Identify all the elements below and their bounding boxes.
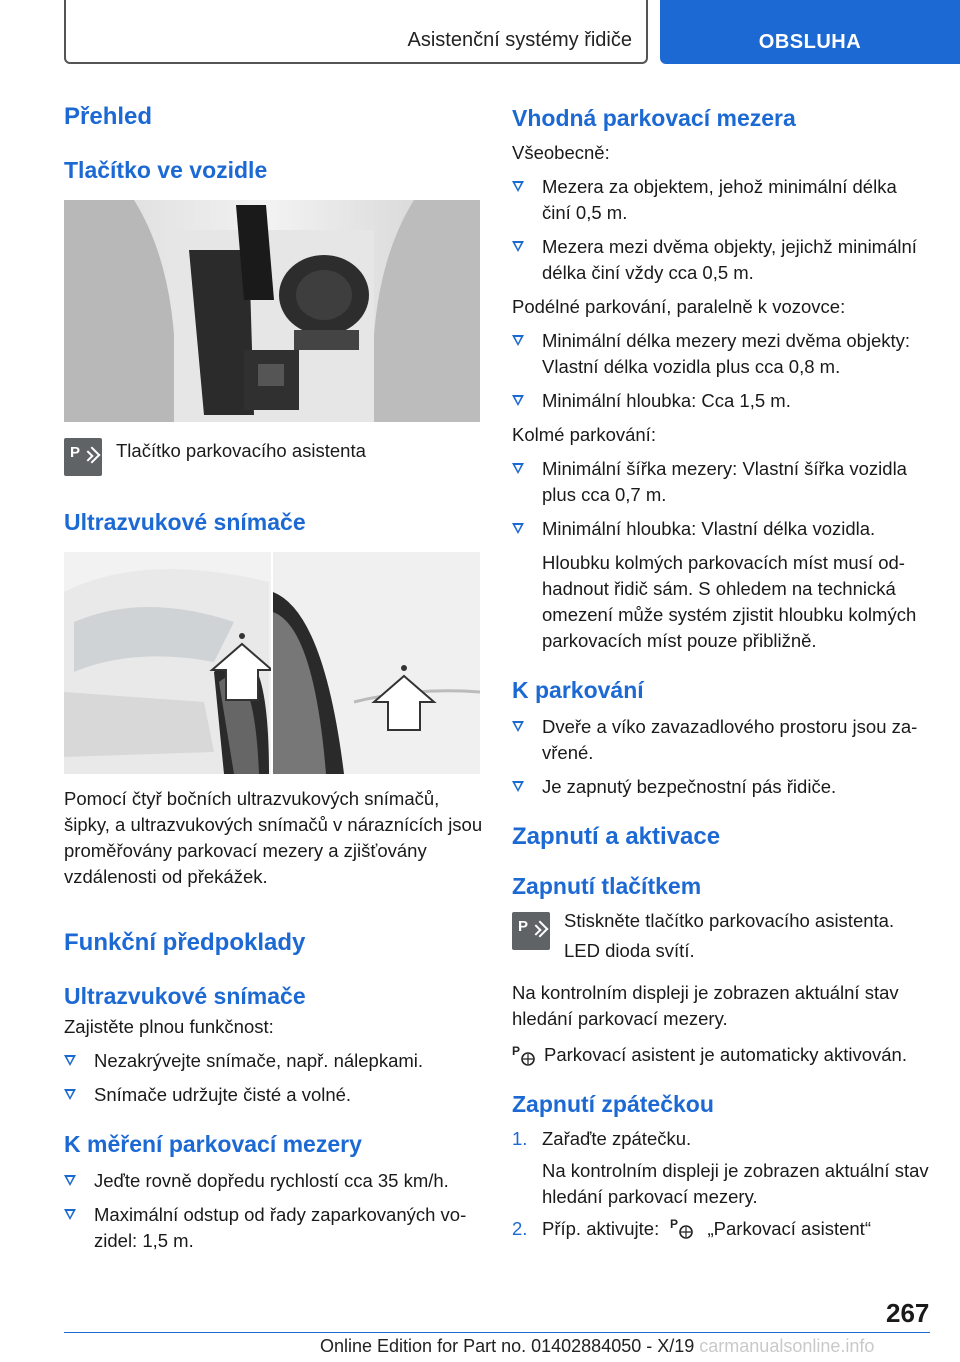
step-item: 1. Zařaďte zpátečku. Na kontrolním displeji je zobrazen aktuální stav hledání parkovací mezery. xyxy=(512,1128,929,1207)
button-legend xyxy=(64,438,484,478)
park-assist-symbol-icon xyxy=(512,1043,538,1067)
header-box xyxy=(64,0,648,64)
heading-prerequisites: Funkční předpoklady xyxy=(64,929,306,956)
page-number: 267 xyxy=(886,1298,930,1328)
heading-reverse: Zapnutí zpátečkou xyxy=(512,1091,714,1117)
parallel-list xyxy=(512,328,930,414)
button-caption: Tlačítko parkovacího asistenta xyxy=(116,440,366,461)
parallel-label: Podélné parkování, paralelně k vozovce: xyxy=(512,296,846,317)
heading-suitable-space: Vhodná parkovací mezera xyxy=(512,105,796,131)
list-item: Mezera za objektem, jehož minimální délka činí 0,5 m. xyxy=(512,174,930,226)
perpendicular-note: Hloubku kolmých parkovacích míst musí od‐hadnout řidič sám. S ohledem na technická omezení může systém zjistit hloubku kolmých parkovacích míst pouze přibližně. xyxy=(542,552,917,651)
heading-measure: K měření parkovací mezery xyxy=(64,1131,362,1157)
park-assist-button-icon: P xyxy=(64,438,102,476)
list-item: Minimální délka mezery mezi dvěma objekty: Vlastní délka vozidla plus cca 0,8 m. xyxy=(512,328,930,380)
auto-activated-line xyxy=(512,1042,930,1070)
section-tab[interactable] xyxy=(660,0,960,64)
svg-text:P: P xyxy=(670,1217,679,1231)
list-item: Nezakrývejte snímače, např. nálepkami. xyxy=(64,1048,484,1074)
list-item: Maximální odstup od řady zaparkovaných vo‐zidel: 1,5 m. xyxy=(64,1202,484,1254)
parking-list xyxy=(512,714,930,800)
list-item: Minimální hloubka: Cca 1,5 m. xyxy=(512,388,930,414)
general-list xyxy=(512,174,930,286)
list-item: Mezera mezi dvěma objekty, jejichž minimální délka činí vždy cca 0,5 m. xyxy=(512,234,930,286)
heading-sensors-2: Ultrazvukové snímače xyxy=(64,983,306,1009)
list-item: Snímače udržujte čisté a volné. xyxy=(64,1082,484,1108)
reverse-steps xyxy=(512,1126,930,1242)
park-assist-symbol-icon xyxy=(670,1216,696,1240)
display-text: Na kontrolním displeji je zobrazen aktuální stav hledání parkovací mezery. xyxy=(512,982,899,1029)
heading-button: Tlačítko ve vozidle xyxy=(64,157,268,183)
heading-by-button: Zapnutí tlačítkem xyxy=(512,873,702,899)
photo-sensors xyxy=(64,552,480,774)
perpendicular-label: Kolmé parkování: xyxy=(512,424,656,445)
sensors-text: Pomocí čtyř bočních ultrazvukových snímačů, šipky, a ultrazvukových snímačů v náraznících jsou proměřovány parkovací mezery a zjišťovány vzdálenosti od překážek. xyxy=(64,788,483,887)
list-item: Jeďte rovně dopředu rychlostí cca 35 km/h. xyxy=(64,1168,484,1194)
sensors2-list xyxy=(64,1048,484,1108)
measure-list xyxy=(64,1168,484,1254)
svg-text:P: P xyxy=(512,1044,521,1058)
press-block xyxy=(512,908,930,968)
footer-divider-2 xyxy=(860,1332,930,1333)
auto-activated-text: Parkovací asistent je automaticky aktivován. xyxy=(544,1044,907,1065)
list-item: Dveře a víko zavazadlového prostoru jsou za‐vřené. xyxy=(512,714,930,766)
footer-divider xyxy=(64,1332,860,1333)
list-item: Je zapnutý bezpečnostní pás řidiče. xyxy=(512,774,930,800)
list-item: Minimální šířka mezery: Vlastní šířka vozidla plus cca 0,7 m. xyxy=(512,456,930,508)
general-label: Všeobecně: xyxy=(512,142,610,163)
sensors2-intro: Zajistěte plnou funkčnost: xyxy=(64,1016,274,1037)
edition-text: Online Edition for Part no. 01402884050 - X/19 xyxy=(320,1336,695,1356)
footer-edition xyxy=(320,1336,874,1357)
perpendicular-list xyxy=(512,456,930,542)
section-tab-label: OBSLUHA xyxy=(758,31,862,53)
heading-sensors: Ultrazvukové snímače xyxy=(64,509,306,535)
right-column xyxy=(512,96,930,1248)
heading-overview: Přehled xyxy=(64,103,153,130)
photo-console xyxy=(64,200,480,422)
chapter-title: Asistenční systémy řidiče xyxy=(407,29,632,51)
step-item: 2. Příp. aktivujte: P „Parkovací asistent“ xyxy=(512,1217,871,1239)
left-column xyxy=(64,96,484,1262)
park-assist-button-icon: P xyxy=(512,912,550,950)
led-text: LED dioda svítí. xyxy=(564,940,695,961)
press-text: Stiskněte tlačítko parkovacího asistenta. xyxy=(564,910,895,931)
heading-parking: K parkování xyxy=(512,677,644,703)
heading-activation: Zapnutí a aktivace xyxy=(512,823,721,850)
list-item: Minimální hloubka: Vlastní délka vozidla. xyxy=(512,516,930,542)
watermark[interactable]: carmanualsonline.info xyxy=(699,1336,875,1356)
